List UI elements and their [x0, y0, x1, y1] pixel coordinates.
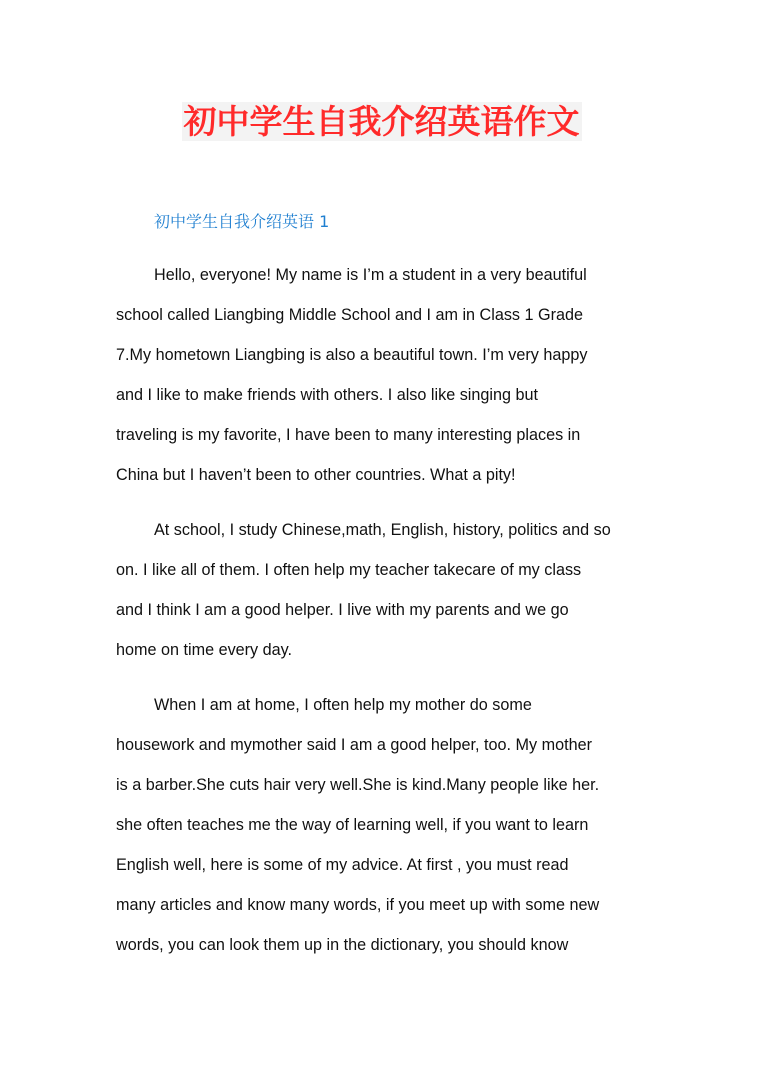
paragraph-3 — [116, 685, 656, 965]
paragraph-line: Hello, everyone! My name is I’m a student in a very beautiful — [154, 266, 587, 284]
paragraph-2 — [116, 510, 656, 670]
paragraph-line: At school, I study Chinese,math, English, history, politics and so — [154, 521, 611, 539]
paragraph-line: many articles and know many words, if you meet up with some new — [116, 896, 600, 914]
paragraph-line: on. I like all of them. I often help my teacher takecare of my class — [116, 561, 582, 579]
paragraph-line: housework and mymother said I am a good helper, too. My mother — [116, 736, 592, 754]
paragraph-line: words, you can look them up in the dictionary, you should know — [116, 936, 569, 954]
paragraph-1 — [116, 255, 656, 495]
paragraph-line: and I think I am a good helper. I live with my parents and we go — [116, 601, 569, 619]
paragraph-line: When I am at home, I often help my mother do some — [154, 696, 532, 714]
paragraph-line: English well, here is some of my advice. At first , you must read — [116, 856, 569, 874]
paragraph-line: home on time every day. — [116, 641, 293, 659]
paragraph-line: she often teaches me the way of learning well, if you want to learn — [116, 816, 589, 834]
paragraph-line: 7.My hometown Liangbing is also a beautiful town. I’m very happy — [116, 346, 588, 364]
paragraph-line: and I like to make friends with others. I also like singing but — [116, 386, 538, 404]
paragraph-line: is a barber.She cuts hair very well.She is kind.Many people like her. — [116, 776, 600, 794]
paragraph-line: school called Liangbing Middle School and I am in Class 1 Grade — [116, 306, 584, 324]
paragraph-line: China but I haven’t been to other countries. What a pity! — [116, 466, 516, 484]
section-heading: 初中学生自我介绍英语 1 — [154, 212, 330, 231]
document-title — [0, 100, 763, 144]
paragraph-line: traveling is my favorite, I have been to many interesting places in — [116, 426, 581, 444]
document-title-text: 初中学生自我介绍英语作文 — [183, 102, 580, 141]
